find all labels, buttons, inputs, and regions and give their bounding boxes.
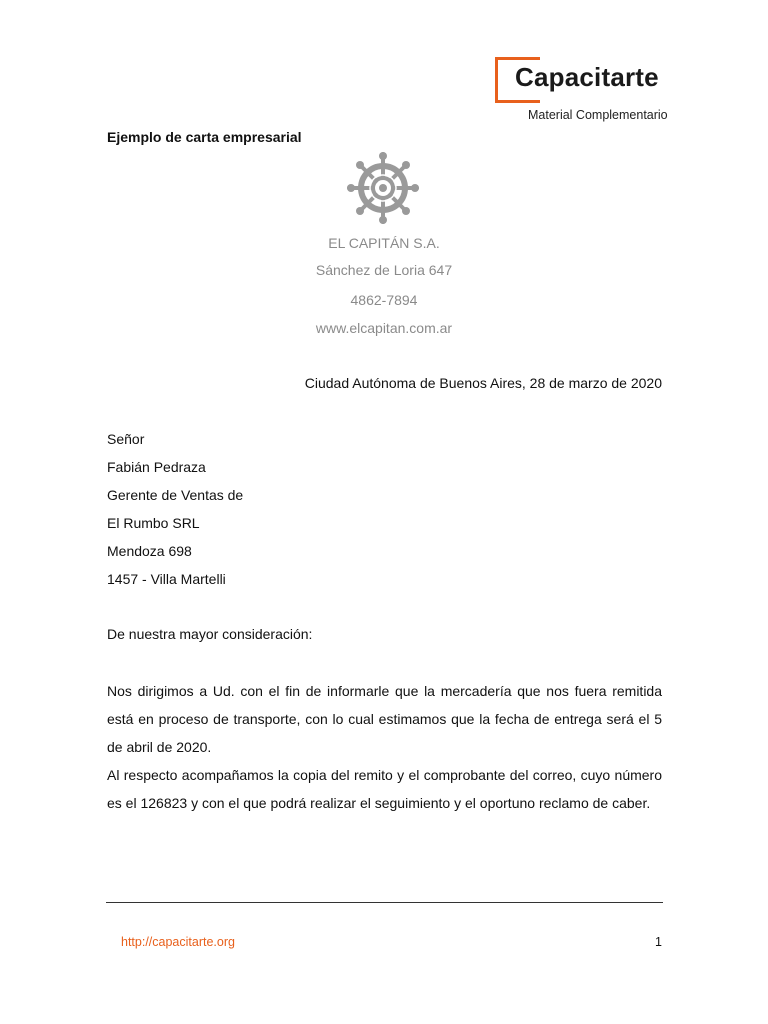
body-paragraph: Nos dirigimos a Ud. con el fin de informarle que la mercadería que nos fuera remitida está en proceso de transporte, con lo cual estimamos que la fecha de entrega será el 5 de abril de 2020.	[107, 683, 662, 755]
document-title: Ejemplo de carta empresarial	[107, 129, 302, 145]
ship-wheel-icon	[347, 152, 419, 224]
body-paragraph: Al respecto acompañamos la copia del remito y el comprobante del correo, cuyo número es el 126823 y con el que podrá realizar el seguimiento y el oportuno reclamo de caber.	[107, 767, 662, 811]
company-website: www.elcapitan.com.ar	[315, 320, 453, 336]
recipient-line: Fabián Pedraza	[107, 459, 206, 475]
company-name: EL CAPITÁN S.A.	[328, 235, 440, 251]
letter-date: Ciudad Autónoma de Buenos Aires, 28 de marzo de 2020	[304, 375, 662, 391]
recipient-line: El Rumbo SRL	[107, 515, 200, 531]
brand-tagline: Material Complementario	[528, 108, 668, 122]
recipient-line: Señor	[107, 431, 145, 447]
salutation: De nuestra mayor consideración:	[107, 626, 313, 642]
company-phone: 4862-7894	[350, 292, 418, 308]
brand-name: Capacitarte	[515, 62, 659, 92]
page-number: 1	[655, 935, 662, 949]
footer-divider	[106, 902, 663, 903]
footer-link[interactable]: http://capacitarte.org	[121, 935, 235, 949]
company-address: Sánchez de Loria 647	[315, 262, 453, 278]
recipient-line: 1457 - Villa Martelli	[107, 571, 226, 587]
recipient-line: Mendoza 698	[107, 543, 192, 559]
recipient-line: Gerente de Ventas de	[107, 487, 244, 503]
